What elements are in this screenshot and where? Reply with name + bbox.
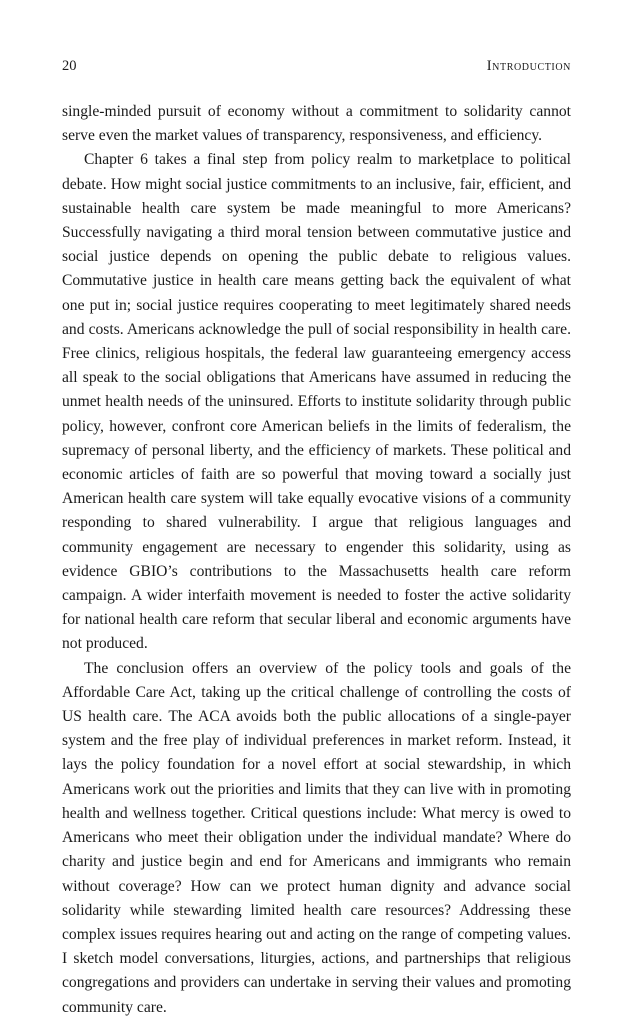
paragraph-chapter-6: Chapter 6 takes a final step from policy realm to marketplace to political debate. How might social justice commitments to an inclusive, fair, efficient, and sustainable health care system be made meaningful to more Americans? Successfully navigating a third moral tension between commutative justice and social justice depends on opening the public debate to religious values. Commutative justice in health care means getting back the equivalent of what one put in; social justice requires cooperating to meet legitimately shared needs and costs. Americans acknowledge the pull of social responsibility in health care. Free clinics, religious hospitals, the federal law guaranteeing emergency access all speak to the social obligations that Americans have assumed in reducing the unmet health needs of the uninsured. Efforts to institute solidarity through public policy, however, confront core American beliefs in the limits of federalism, the supremacy of personal liberty, and the efficiency of markets. These political and economic articles of faith are so powerful that moving toward a socially just American health care system will take equally evocative visions of a community responding to shared vulnerability. I argue that religious languages and community engagement are necessary to engender this solidarity, using as evidence GBIO’s contributions to the Massachusetts health care reform campaign. A wider interfaith movement is needed to foster the active solidarity for national health care reform that secular liberal and economic arguments have not produced. [62,151,571,653]
paragraph-conclusion: The conclusion offers an overview of the policy tools and goals of the Affordable Care Act, taking up the critical challenge of controlling the costs of US health care. The ACA avoids both the public allocations of a single-payer system and the free play of individual preferences in market reform. Instead, it lays the policy foundation for a novel effort at social stewardship, in which Americans work out the priorities and limits that they can live with in promoting health and wellness together. Critical questions include: What mercy is owed to Americans who meet their obligation under the individual mandate? Where do charity and justice begin and end for Americans and immigrants who remain without coverage? How can we protect human dignity and advance social solidarity while stewarding limited health care resources? Addressing these complex issues requires hearing out and acting on the range of competing values. I sketch model conversations, liturgies, actions, and partnerships that religious congregations and providers can undertake in serving their values and promoting community care. [62,659,571,1016]
section-title: Introduction [486,58,571,74]
body-text [62,100,571,1020]
running-head [62,56,571,76]
book-page [62,0,571,1016]
page-number: 20 [62,58,77,74]
paragraph-continuation: single-minded pursuit of economy without a commitment to solidarity cannot serve even the market values of transparency, responsiveness, and efficiency. [62,103,571,145]
